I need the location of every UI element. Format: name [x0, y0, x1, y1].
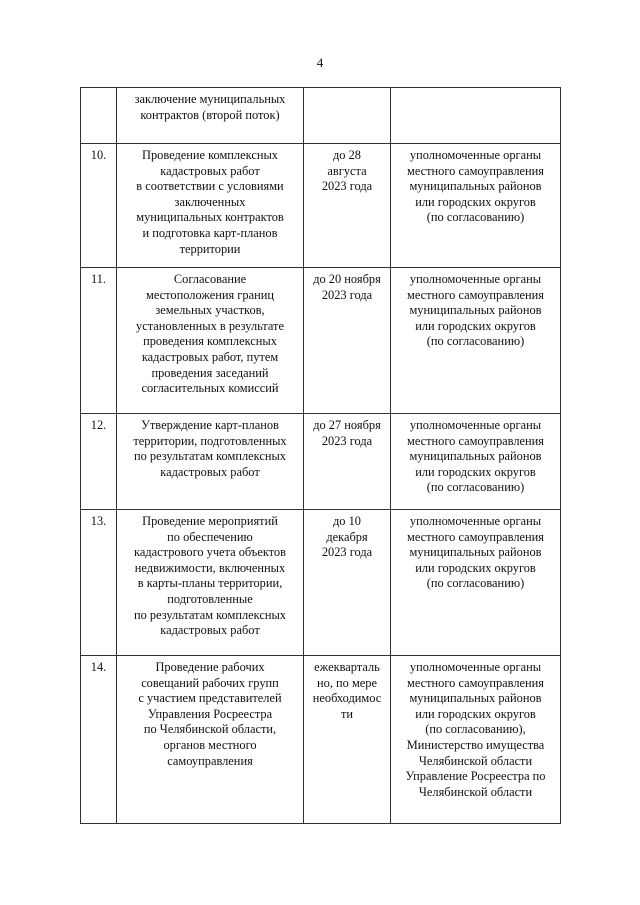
activity-cell — [117, 656, 304, 824]
executor-line: уполномоченные органы — [409, 148, 542, 162]
row-number: 10. — [81, 144, 117, 268]
activity-line: заключенных — [174, 194, 246, 209]
table-row — [81, 510, 561, 656]
executor-line: (по согласованию) — [426, 480, 525, 495]
activity-line: по результатам комплексных — [133, 449, 287, 464]
activity-line: контрактов (второй поток) — [140, 107, 280, 122]
activity-line: установленных в результате — [136, 318, 284, 333]
deadline-line: ти — [340, 706, 354, 721]
plan-table — [80, 87, 561, 824]
deadline-line: августа — [327, 163, 367, 178]
activity-line: Проведение комплексных — [142, 148, 278, 162]
deadline-line: но, по мере — [317, 675, 377, 690]
activity-line: кадастровых работ — [160, 163, 260, 178]
activity-line: кадастровых работ, путем — [141, 349, 279, 364]
activity-line: по Челябинской области, — [143, 722, 277, 737]
executor-line: или городских округов — [415, 706, 536, 721]
executor-line: или городских округов — [415, 560, 536, 575]
activity-line: местоположения границ — [146, 287, 274, 302]
executor-line: или городских округов — [415, 318, 536, 333]
deadline-cell — [304, 144, 391, 268]
table-row — [81, 144, 561, 268]
activity-line: подготовленные — [167, 591, 253, 606]
activity-line: недвижимости, включенных — [134, 560, 286, 575]
executor-line: Челябинской области — [418, 784, 533, 799]
executor-line: (по согласованию) — [426, 334, 525, 349]
deadline-line: до 20 ноября — [313, 272, 381, 286]
table-row — [81, 414, 561, 510]
activity-line: Утверждение карт-планов — [141, 418, 279, 432]
activity-line: кадастровых работ — [160, 464, 260, 479]
executor-line: Управление Росреестра по — [405, 769, 546, 784]
activity-cell — [117, 510, 304, 656]
activity-line: территории, подготовленных — [133, 433, 287, 448]
deadline-line: 2023 года — [321, 179, 373, 194]
activity-line: с участием представителей — [138, 691, 282, 706]
executor-line: муниципальных районов — [409, 691, 542, 706]
deadline-line: необходимос — [312, 691, 382, 706]
deadline-cell — [304, 414, 391, 510]
executor-line: (по согласованию), — [425, 722, 526, 737]
activity-cell — [117, 414, 304, 510]
activity-line: Проведение мероприятий — [142, 514, 278, 528]
table-row — [81, 268, 561, 414]
executor-line: уполномоченные органы — [409, 418, 542, 432]
executor-line: Челябинской области — [418, 753, 533, 768]
executor-line: или городских округов — [415, 464, 536, 479]
executor-cell — [391, 268, 561, 414]
row-number — [81, 88, 117, 144]
page-number: 4 — [316, 55, 324, 70]
activity-line: согласительных комиссий — [141, 381, 279, 396]
activity-line: Управления Росреестра — [147, 706, 273, 721]
deadline-line: до 28 — [333, 148, 361, 162]
activity-line: и подготовка карт-планов — [142, 225, 278, 240]
executor-line: или городских округов — [415, 194, 536, 209]
activity-line: самоуправления — [167, 753, 253, 768]
deadline-cell — [304, 510, 391, 656]
executor-line: местного самоуправления — [406, 675, 545, 690]
deadline-line: декабря — [326, 529, 368, 544]
executor-line: (по согласованию) — [426, 210, 525, 225]
activity-line: муниципальных контрактов — [136, 210, 284, 225]
activity-line: Согласование — [173, 272, 247, 286]
executor-cell — [391, 656, 561, 824]
row-number: 11. — [81, 268, 117, 414]
activity-line: по результатам комплексных — [133, 607, 287, 622]
activity-line: кадастровых работ — [160, 623, 260, 638]
activity-line: заключение муниципальных — [134, 92, 286, 106]
executor-line: уполномоченные органы — [409, 660, 542, 674]
executor-line: местного самоуправления — [406, 433, 545, 448]
activity-line: в карты-планы территории, — [137, 576, 283, 591]
deadline-line: ежекварталь — [314, 660, 380, 674]
executor-line: муниципальных районов — [409, 545, 542, 560]
activity-line: территории — [179, 241, 241, 256]
row-number: 14. — [81, 656, 117, 824]
activity-line: совещаний рабочих групп — [141, 675, 279, 690]
executor-line: муниципальных районов — [409, 179, 542, 194]
activity-line: по обеспечению — [167, 529, 253, 544]
activity-cell — [117, 144, 304, 268]
executor-cell — [391, 88, 561, 144]
deadline-cell — [304, 88, 391, 144]
row-number: 12. — [81, 414, 117, 510]
deadline-line: 2023 года — [321, 287, 373, 302]
executor-line: местного самоуправления — [406, 287, 545, 302]
executor-cell — [391, 144, 561, 268]
activity-line: проведения заседаний — [151, 365, 269, 380]
table-row — [81, 88, 561, 144]
activity-cell — [117, 268, 304, 414]
executor-line: муниципальных районов — [409, 449, 542, 464]
activity-cell — [117, 88, 304, 144]
deadline-cell — [304, 268, 391, 414]
executor-line: (по согласованию) — [426, 576, 525, 591]
executor-line: муниципальных районов — [409, 303, 542, 318]
deadline-cell — [304, 656, 391, 824]
activity-line: земельных участков, — [155, 303, 265, 318]
activity-line: Проведение рабочих — [155, 660, 265, 674]
deadline-line: 2023 года — [321, 433, 373, 448]
activity-line: проведения комплексных — [143, 334, 277, 349]
deadline-line: до 10 — [333, 514, 361, 528]
deadline-line: до 27 ноября — [313, 418, 381, 432]
executor-line: местного самоуправления — [406, 529, 545, 544]
executor-line: уполномоченные органы — [409, 272, 542, 286]
activity-line: кадастрового учета объектов — [134, 545, 286, 560]
executor-cell — [391, 510, 561, 656]
activity-line: органов местного — [163, 737, 257, 752]
executor-line: Министерство имущества — [406, 737, 545, 752]
executor-cell — [391, 414, 561, 510]
table-row — [81, 656, 561, 824]
executor-line: местного самоуправления — [406, 163, 545, 178]
row-number: 13. — [81, 510, 117, 656]
deadline-line: 2023 года — [321, 545, 373, 560]
executor-line: уполномоченные органы — [409, 514, 542, 528]
activity-line: в соответствии с условиями — [136, 179, 284, 194]
